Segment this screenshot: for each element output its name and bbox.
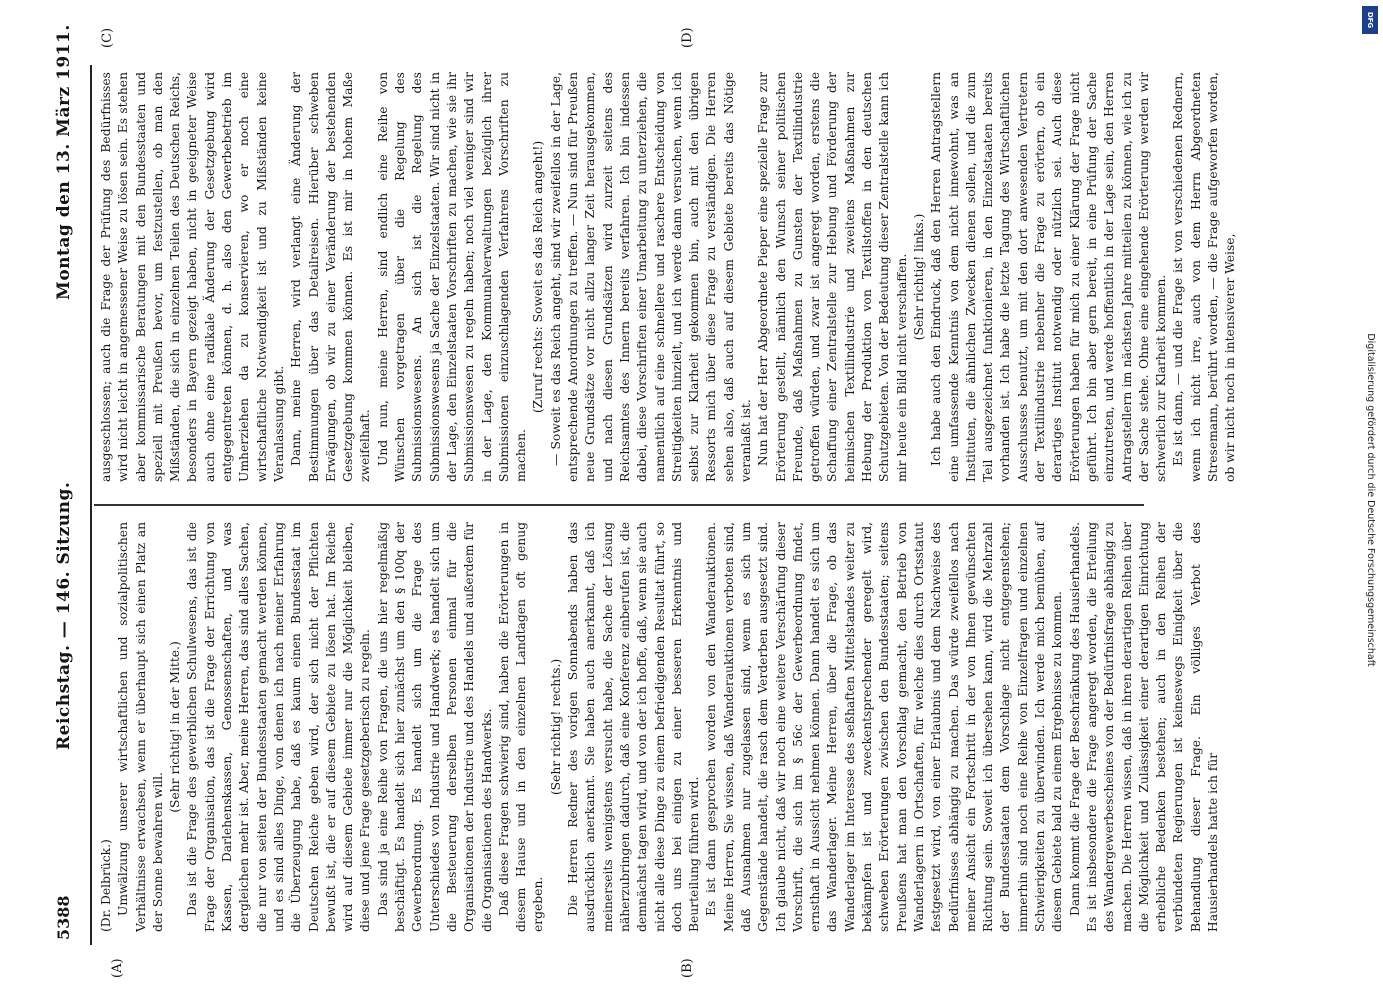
paragraph: Dann, meine Herren, wird verlangt eine Änderung der Bestimmungen über das Detailreisen. Hierüber schweben Erwägungen, ob wir zu einer Veränderung der bestehenden Gesetzgebung kommen können. Es ist mir in hohem Maße zweifelhaft. (289, 72, 373, 482)
interjection: (Zuruf rechts: Soweit es das Reich angeht!) (531, 140, 546, 414)
margin-marker-c: (C) (100, 27, 115, 48)
paragraph: Ich habe auch den Eindruck, daß den Herren Antragstellern eine umfassende Kenntnis von dem nicht innewohnt, was an Instituten, die ähnlichen Zwecken dienen sollen, und die zum Teil ausgezeichnet funktionieren, in den Einzelstaaten bereits vorhanden ist. Ich habe die letzte Tagung des Wirtschaftlichen Ausschusses benutzt, um mit den dort anwesenden Vertretern der Textilindustrie nebenher die Frage zu erörtern, ob ein derartiges Institut notwendig oder nützlich sei. Auch diese Erörterungen haben für mich zu einer Klärung der Frage nicht geführt. Ich bin aber gern bereit, in eine Prüfung der Sache einzutreten, und werde hoffentlich in der Lage sein, den Herren Antragstellern im nächsten Jahre mitteilen zu können, wie ich zu der Sache stehe. Ohne eine eingehende Erörterung werden wir schwerlich zur Klarheit kommen. (929, 72, 1169, 482)
speaker-name: (Dr. Delbrück.) (99, 839, 113, 932)
paragraph: Daß diese Fragen schwierig sind, haben die Erörterungen in diesem Hause und in den einzelnen Landtagen oft genug ergeben. (496, 522, 546, 932)
header-date: Montag den 13. März 1911. (54, 24, 74, 300)
paragraph: Es ist dann gesprochen worden von den Wanderauktionen. Meine Herren, Sie wissen, daß Wanderauktionen verboten sind, daß Ausnahmen nur zugelassen sind, wenn es sich um Gegenstände handelt, die rasch dem Verderben ausgesetzt sind. Ich glaube nicht, daß wir noch eine weitere Verschärfung dieser Vorschrift, die sich im § 56c der Gewerbeordnung findet, ernsthaft in Aussicht nehmen können. Dann handelt es sich um das Wanderlager. Meine Herren, über die Frage, ob das Wanderlager im Interesse des seßhaften Mittelstandes weiter zu bekämpfen ist und zweckentsprechender geregelt wird, schweben Erörterungen zwischen den Bundesstaaten; seitens Preußens hat man den Vorschlag gemacht, den Betrieb von Wanderlagern in Ortschaften, für welche dies durch Ortsstatut festgesetzt wird, von einer Erlaubnis und dem Nachweise des Bedürfnisses abhängig zu machen. Das würde zweifellos nach meiner Ansicht ein Fortschritt in der von Ihnen gewünschten Richtung sein. Soweit ich übersehen kann, wird die Mehrzahl der Bundesstaaten dem Vorschlage nicht entgegenstehen; immerhin sind noch eine Reihe von Einzelfragen und einzelnen Schwierigkeiten zu überwinden. Ich werde mich bemühen, auf diesem Gebiete bald zu einem Ergebnisse zu kommen. (704, 522, 1065, 932)
page-number: 5388 (54, 895, 73, 940)
margin-marker-d: (D) (680, 27, 695, 48)
margin-marker-b: (B) (680, 958, 695, 978)
paragraph: Dann kommt die Frage der Beschränkung des Hausierhandels. Es ist insbesondere die Frage angeregt worden, die Erteilung des Wandergewerbescheines von der Bedürfnisfrage abhängig zu machen. Die Herren wissen, daß in ihren derartigen Reihen über die Möglichkeit und Zulässigkeit einer derartigen Einrichtung erhebliche Bedenken bestehen; auch in den Reihen der verbündeten Regierungen ist keineswegs Einigkeit über die Behandlung dieser Frage. Ein völliges Verbot des Hausierhandels hatte ich für (1067, 522, 1220, 932)
running-header (52, 0, 86, 1000)
dfg-logo (1362, 6, 1378, 34)
right-text-column (98, 72, 1240, 482)
paragraph: Umwälzung unserer wirtschaftlichen und sozialpolitischen Verhältnisse erwachsen, wenn er überhaupt sich einen Platz an der Sonne bewahren will. (116, 522, 165, 932)
left-text-column (98, 522, 1222, 932)
digitization-credit (1363, 20, 1377, 980)
paragraph: Das ist die Frage des gewerblichen Schulwesens, das ist die Frage der Organisation, das ist die Frage der Errichtung von Kassen, Darlehenskassen, Genossenschaften, und was dergleichen mehr ist. Aber, meine Herren, das sind alles Sachen, die nur von seiten der Bundesstaaten gemacht werden können, und es sind alles Dinge, von denen ich nach meiner Erfahrung die Überzeugung habe, daß es kaum einen Bundesstaat im Deutschen Reiche geben wird, der sich nicht der Pflichten bewußt ist, die er auf diesem Gebiete zu lösen hat. Im Reiche wird auf diesem Gebiete immer nur die Möglichkeit bleiben, diese und jene Frage gesetzgeberisch zu regeln. (185, 522, 373, 932)
interjection: (Sehr richtig! in der Mitte.) (168, 641, 183, 813)
paragraph: Die Herren Redner des vorigen Sonnabends haben das ausdrücklich anerkannt. Sie haben auch anerkannt, daß ich meinerseits wenigstens versucht habe, die Sache der Lösung näherzubringen dadurch, daß eine Konferenz einberufen ist, die demnächst tagen wird, und von der ich hoffe, daß, wenn sie auch nicht alle diese Dinge zu einem befriedigenden Resultat führt, so doch uns bei einigen zu einer besseren Erkenntnis und Beurteilung führen wird. (566, 522, 702, 932)
paragraph: ausgeschlossen; auch die Frage der Prüfung des Bedürfnisses wird nicht leicht in angemessener Weise zu lösen sein. Es stehen aber kommissarische Beratungen mit den Bundesstaaten und speziell mit Preußen bevor, um festzustellen, ob man den Mißständen, die sich in einzelnen Teilen des Deutschen Reichs, besonders in Bayern gezeigt haben, nicht in geeigneter Weise auch ohne eine radikale Änderung der Gesetzgebung wird entgegentreten können, d. h. also den Gewerbebetrieb im Umherziehen da zu konservieren, wo er noch eine wirtschaftliche Notwendigkeit ist und zu Mißständen keine Veranlassung gibt. (99, 72, 286, 482)
paragraph: Und nun, meine Herren, sind endlich eine Reihe von Wünschen vorgetragen über die Regelung des Submissionswesens. An sich ist die Regelung des Submissionswesens ja Sache der Einzelstaaten. Wir sind nicht in der Lage, den Einzelstaaten Vorschriften zu machen, wie sie ihr Submissionswesen zu regeln haben; noch viel weniger sind wir in der Lage, den Kommunalverwaltungen bezüglich ihrer Submissionen einzuschlagenden Verfahrens Vorschriften zu machen. (375, 72, 529, 482)
header-rule (90, 65, 92, 945)
margin-marker-a: (A) (110, 958, 125, 978)
paragraph: — Soweit es das Reich angeht, sind wir zweifellos in der Lage, entsprechende Anordnungen zu treffen. — Nun sind für Preußen neue Grundsätze vor nicht allzu langer Zeit herausgekommen, und nach diesen Grundsätzen wird zurzeit seitens des Reichsamtes des Innern bereits verfahren. Ich bin indessen dabei, diese Vorschriften einer Umarbeitung zu unterziehen, die namentlich auf eine schnellere und raschere Entscheidung von Streitigkeiten hinzielt, und ich werde dann versuchen, wenn ich selbst zur Klarheit gekommen bin, auch mit den übrigen Ressorts mich über diese Frage zu verständigen. Die Herren sehen also, daß auch auf diesem Gebiete bereits das Nötige veranlaßt ist. (548, 72, 753, 482)
dfg-logo-text: DFG (1366, 11, 1374, 29)
credit-text: Digitalisierung gefördert durch die Deutsche Forschungsgemeinschaft (1365, 333, 1376, 667)
header-session: Reichstag. — 146. Sitzung. (54, 481, 74, 750)
paragraph: Es ist dann, — und die Frage ist von verschiedenen Rednern, wenn ich nicht irre, auch von dem Herrn Abgeordneten Stresemann, berührt worden, — die Frage aufgeworfen worden, ob wir nicht noch in intensiverer Weise, (1171, 72, 1238, 482)
paragraph: Das sind ja eine Reihe von Fragen, die uns hier regelmäßig beschäftigt. Es handelt sich hier zunächst um den § 100q der Gewerbeordnung. Es handelt sich um die Frage des Unterschiedes von Industrie und Handwerk; es handelt sich um die Besteuerung derselben Personen einmal für die Organisationen der Industrie und des Handels und außerdem für die Organisationen des Handwerks. (375, 522, 494, 932)
interjection: (Sehr richtig! rechts.) (548, 658, 563, 796)
interjection: (Sehr richtig! links.) (911, 213, 926, 341)
paragraph: Nun hat der Herr Abgeordnete Pieper eine spezielle Frage zur Erörterung gestellt, nämlich den Wunsch seiner politischen Freunde, daß Maßnahmen zu Gunsten der Textilindustrie getroffen würden, und zwar ist angeregt worden, erstens die Schaffung einer Zentralstelle zur Hebung und Förderung der heimischen Textilindustrie und zweitens Maßnahmen zur Hebung der Produktion von Textilstoffen in den deutschen Schutzgebieten. Von der Bedeutung dieser Zentralstelle kann ich mir heute ein Bild nicht verschaffen. (756, 72, 909, 482)
column-divider (94, 505, 1144, 507)
